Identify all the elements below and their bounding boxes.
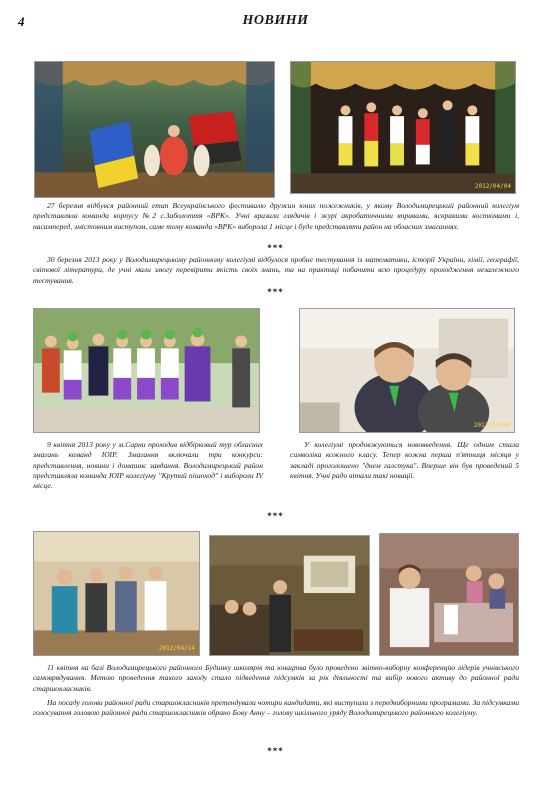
article-testing-text: 30 березня 2013 року у Володимирецькому районному колегіумі відбулося пробне тестування із математики, історії України, хімії, географії, світової літератури, де учні мали змогу перевірити якість своїх знань, та на практиці побачити всю процедуру проходження незалежного тестування. bbox=[33, 255, 519, 285]
photo-yuir-team bbox=[33, 308, 260, 433]
photo-festival-team bbox=[290, 61, 516, 194]
photo-conference-voting bbox=[379, 533, 519, 656]
article-ties-text: У колегіумі продовжуються нововведення. Ще одним стала символіка кожного класу. Тепер кожна перша п'ятниця місяця у закладі проголошено "днем галстука". Вперше він був проведений 5 квітня. Учні радо вітали такі новації. bbox=[290, 440, 519, 480]
article-conference-2 bbox=[33, 698, 519, 719]
page-title: НОВИНИ bbox=[242, 13, 309, 28]
separator: *** bbox=[267, 511, 284, 521]
page-number: 4 bbox=[18, 14, 25, 29]
article-yuir-text: 9 квітня 2013 року у м.Сарни проходив відбірковий тур обласних змагань команд ЮІР. Змагання включали три конкурси: представлення, новини і домашнє завдання. Володимирецький район представляла команда ЮІР колегіуму "Крутий пішоход" і вибороли IV місце. bbox=[33, 440, 263, 491]
article-ties bbox=[290, 440, 519, 481]
separator: *** bbox=[267, 243, 284, 253]
article-conference-1-text: 11 квітня на базі Володимирецького районного Будинку школярів та юнацтва було проведено звітно-виборну конференцію лідерів учнівського самоврядування. Метою проведення такого заходу стало підведення підсумків за рік діяльності та вибір нового активу до районної ради старшокласників. bbox=[33, 663, 519, 693]
separator: *** bbox=[267, 746, 284, 756]
photo-students-ties bbox=[299, 308, 515, 433]
article-yuir bbox=[33, 440, 263, 491]
photo-date: 2012/04/04 bbox=[474, 183, 511, 190]
article-testing bbox=[33, 255, 519, 286]
photo-conference-group bbox=[33, 531, 200, 656]
article-conference-2-text: На посаду голови районної ради старшокласників претендували чотири кандидати, які виступили з передвиборними програмами. За підсумками голосування головою районної ради старшокласників обрано Бову Анну – голову шкільного уряду Володимирецького районного колегіуму. bbox=[33, 698, 519, 718]
photo-date: 2012/04/04 bbox=[473, 422, 510, 429]
photo-date: 2012/04/14 bbox=[158, 645, 195, 652]
article-festival-text: 27 березня відбувся районний етап Всеукраїнського фестивалю дружин юних пожежників, у якому Володимирецький районний колегіум представляла команда корпусу №2 с.Заболоття «ВРК». Учні вразили глядачів і журі акробатичними вправами, яскравими костюмами і, насамперед, змістовним виступом, саме тому команда «ВРК» виборола 1 місце і буде представляти район на обласних змаганнях. bbox=[33, 201, 519, 231]
article-conference-1 bbox=[33, 663, 519, 694]
photo-festival-stage bbox=[34, 61, 275, 198]
separator: *** bbox=[267, 287, 284, 297]
article-festival bbox=[33, 201, 519, 232]
photo-conference-presentation bbox=[209, 535, 370, 656]
